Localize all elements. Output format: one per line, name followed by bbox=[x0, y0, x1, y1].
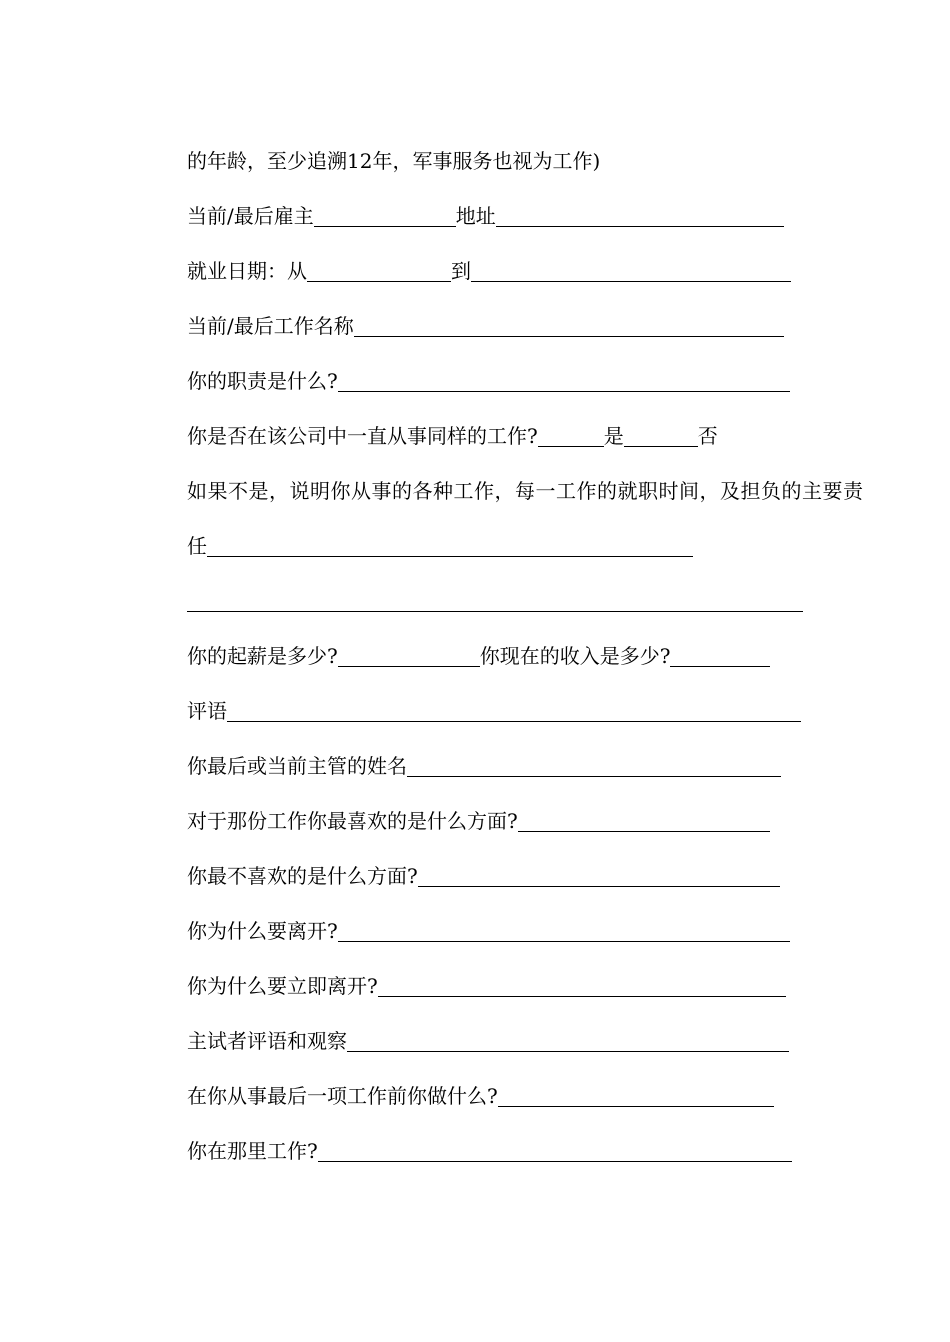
starting-salary-label: 你的起薪是多少? bbox=[187, 644, 338, 668]
job-history-field[interactable] bbox=[207, 534, 693, 557]
comments-row bbox=[187, 696, 801, 726]
employment-date-row bbox=[187, 256, 791, 286]
duties-label: 你的职责是什么? bbox=[187, 369, 338, 393]
if-not-cont-row bbox=[187, 531, 693, 561]
job-history-extra-row bbox=[187, 586, 803, 616]
comments-label: 评语 bbox=[187, 699, 227, 723]
before-last-job-row bbox=[187, 1081, 774, 1111]
salary-row bbox=[187, 641, 770, 671]
job-title-row bbox=[187, 311, 784, 341]
why-leave-field[interactable] bbox=[338, 919, 790, 942]
same-job-row bbox=[187, 421, 718, 451]
liked-least-label: 你最不喜欢的是什么方面? bbox=[187, 864, 418, 888]
why-leave-now-field[interactable] bbox=[378, 974, 786, 997]
interviewer-comments-row bbox=[187, 1026, 789, 1056]
no-blank[interactable] bbox=[624, 424, 698, 447]
interviewer-comments-field[interactable] bbox=[347, 1029, 789, 1052]
where-worked-field[interactable] bbox=[318, 1139, 792, 1162]
supervisor-row bbox=[187, 751, 781, 781]
liked-most-label: 对于那份工作你最喜欢的是什么方面? bbox=[187, 809, 518, 833]
address-label: 地址 bbox=[455, 204, 496, 228]
comments-field[interactable] bbox=[227, 699, 801, 722]
why-leave-row bbox=[187, 916, 790, 946]
starting-salary-field[interactable] bbox=[338, 644, 480, 667]
if-not-row bbox=[187, 476, 891, 506]
no-label: 否 bbox=[697, 424, 718, 448]
current-income-label: 你现在的收入是多少? bbox=[479, 644, 671, 668]
intro-fragment: 的年龄，至少追溯12年，军事服务也视为工作) bbox=[187, 149, 601, 173]
where-worked-label: 你在那里工作? bbox=[187, 1139, 318, 1163]
address-field[interactable] bbox=[496, 204, 784, 227]
date-to-field[interactable] bbox=[471, 259, 791, 282]
job-history-extra-field[interactable] bbox=[187, 589, 803, 612]
to-label: 到 bbox=[451, 259, 471, 283]
liked-most-row bbox=[187, 806, 770, 836]
interviewer-comments-label: 主试者评语和观察 bbox=[187, 1029, 347, 1053]
why-leave-now-row bbox=[187, 971, 786, 1001]
date-from-field[interactable] bbox=[307, 259, 451, 282]
supervisor-field[interactable] bbox=[407, 754, 781, 777]
liked-least-row bbox=[187, 861, 780, 891]
liked-most-field[interactable] bbox=[518, 809, 770, 832]
same-job-question: 你是否在该公司中一直从事同样的工作? bbox=[187, 424, 538, 448]
if-not-instruction-cont: 任 bbox=[187, 534, 207, 558]
if-not-instruction: 如果不是，说明你从事的各种工作，每一工作的就职时间，及担负的主要责 bbox=[187, 479, 864, 503]
job-title-field[interactable] bbox=[354, 314, 784, 337]
employer-label: 当前/最后雇主 bbox=[187, 204, 314, 228]
liked-least-field[interactable] bbox=[418, 864, 780, 887]
employer-row bbox=[187, 201, 784, 231]
why-leave-label: 你为什么要离开? bbox=[187, 919, 338, 943]
why-leave-now-label: 你为什么要立即离开? bbox=[187, 974, 378, 998]
intro-line bbox=[187, 146, 600, 176]
duties-row bbox=[187, 366, 790, 396]
before-last-job-field[interactable] bbox=[498, 1084, 774, 1107]
job-title-label: 当前/最后工作名称 bbox=[187, 314, 354, 338]
current-income-field[interactable] bbox=[670, 644, 770, 667]
duties-field[interactable] bbox=[338, 369, 790, 392]
employer-field[interactable] bbox=[314, 204, 456, 227]
employment-date-label: 就业日期：从 bbox=[187, 259, 307, 283]
yes-blank[interactable] bbox=[538, 424, 604, 447]
before-last-job-label: 在你从事最后一项工作前你做什么? bbox=[187, 1084, 498, 1108]
yes-label: 是 bbox=[603, 424, 624, 448]
supervisor-label: 你最后或当前主管的姓名 bbox=[187, 754, 407, 778]
where-worked-row bbox=[187, 1136, 792, 1166]
